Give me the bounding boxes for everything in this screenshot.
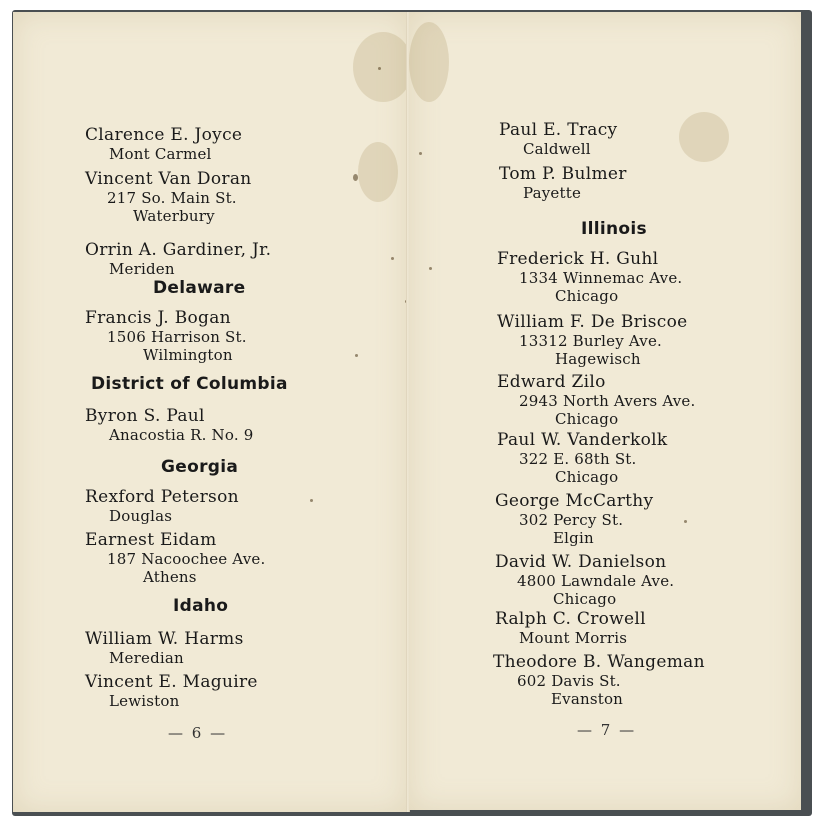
city: Mont Carmel xyxy=(109,145,212,163)
list-item xyxy=(499,120,617,158)
list-item xyxy=(497,372,695,428)
person-name: George McCarthy xyxy=(495,491,654,511)
list-item xyxy=(497,312,688,368)
person-name: Earnest Eidam xyxy=(85,530,217,550)
city: Payette xyxy=(523,184,582,202)
city: Elgin xyxy=(553,529,594,547)
person-name: Ralph C. Crowell xyxy=(495,609,646,629)
state-heading: Georgia xyxy=(161,457,239,477)
list-item xyxy=(85,530,265,586)
list-item xyxy=(85,406,254,444)
right-page xyxy=(409,12,801,810)
person-name: Theodore B. Wangeman xyxy=(493,652,705,672)
person-name: Vincent E. Maguire xyxy=(85,672,258,692)
list-item xyxy=(85,125,242,163)
list-item xyxy=(85,308,247,364)
city: Chicago xyxy=(555,468,619,486)
street-address: 1334 Winnemac Ave. xyxy=(519,269,683,287)
street-address: 302 Percy St. xyxy=(519,511,624,529)
city: Athens xyxy=(143,568,197,586)
list-item xyxy=(85,169,252,225)
person-name: Tom P. Bulmer xyxy=(499,164,627,184)
city: Chicago xyxy=(555,287,619,305)
list-item xyxy=(85,240,271,278)
person-name: Paul E. Tracy xyxy=(499,120,618,140)
city: Anacostia R. No. 9 xyxy=(109,426,254,444)
city: Hagewisch xyxy=(555,350,641,368)
page-number: — 6 — xyxy=(168,724,228,742)
city: Wilmington xyxy=(143,346,233,364)
left-page xyxy=(13,12,407,812)
state-heading: Illinois xyxy=(581,219,647,239)
street-address: 13312 Burley Ave. xyxy=(519,332,662,350)
person-name: Vincent Van Doran xyxy=(85,169,252,189)
list-item xyxy=(85,629,244,667)
city: Mount Morris xyxy=(519,629,628,647)
city: Caldwell xyxy=(523,140,591,158)
street-address: 1506 Harrison St. xyxy=(107,328,247,346)
person-name: Orrin A. Gardiner, Jr. xyxy=(85,240,272,260)
city: Meriden xyxy=(109,260,175,278)
city: Waterbury xyxy=(133,207,215,225)
city: Chicago xyxy=(553,590,617,608)
state-heading: District of Columbia xyxy=(91,374,288,394)
person-name: Clarence E. Joyce xyxy=(85,125,243,145)
street-address: 322 E. 68th St. xyxy=(519,450,637,468)
person-name: William F. De Briscoe xyxy=(497,312,688,332)
page-number: — 7 — xyxy=(577,721,637,739)
person-name: David W. Danielson xyxy=(495,552,667,572)
person-name: Byron S. Paul xyxy=(85,406,205,426)
city: Meredian xyxy=(109,649,184,667)
city: Lewiston xyxy=(109,692,180,710)
city: Chicago xyxy=(555,410,619,428)
list-item xyxy=(495,552,674,608)
person-name: Rexford Peterson xyxy=(85,487,239,507)
person-name: Paul W. Vanderkolk xyxy=(497,430,668,450)
list-item xyxy=(85,672,258,710)
list-item xyxy=(499,164,627,202)
list-item xyxy=(495,491,653,547)
street-address: 2943 North Avers Ave. xyxy=(519,392,696,410)
street-address: 602 Davis St. xyxy=(517,672,621,690)
state-heading: Delaware xyxy=(153,278,246,298)
person-name: Frederick H. Guhl xyxy=(497,249,659,269)
list-item xyxy=(497,430,667,486)
city: Douglas xyxy=(109,507,173,525)
person-name: William W. Harms xyxy=(85,629,244,649)
person-name: Edward Zilo xyxy=(497,372,606,392)
street-address: 187 Nacoochee Ave. xyxy=(107,550,266,568)
list-item xyxy=(495,609,646,647)
street-address: 4800 Lawndale Ave. xyxy=(517,572,675,590)
list-item xyxy=(497,249,682,305)
person-name: Francis J. Bogan xyxy=(85,308,231,328)
state-heading: Idaho xyxy=(173,596,229,616)
city: Evanston xyxy=(551,690,624,708)
street-address: 217 So. Main St. xyxy=(107,189,237,207)
list-item xyxy=(85,487,239,525)
list-item xyxy=(493,652,705,708)
